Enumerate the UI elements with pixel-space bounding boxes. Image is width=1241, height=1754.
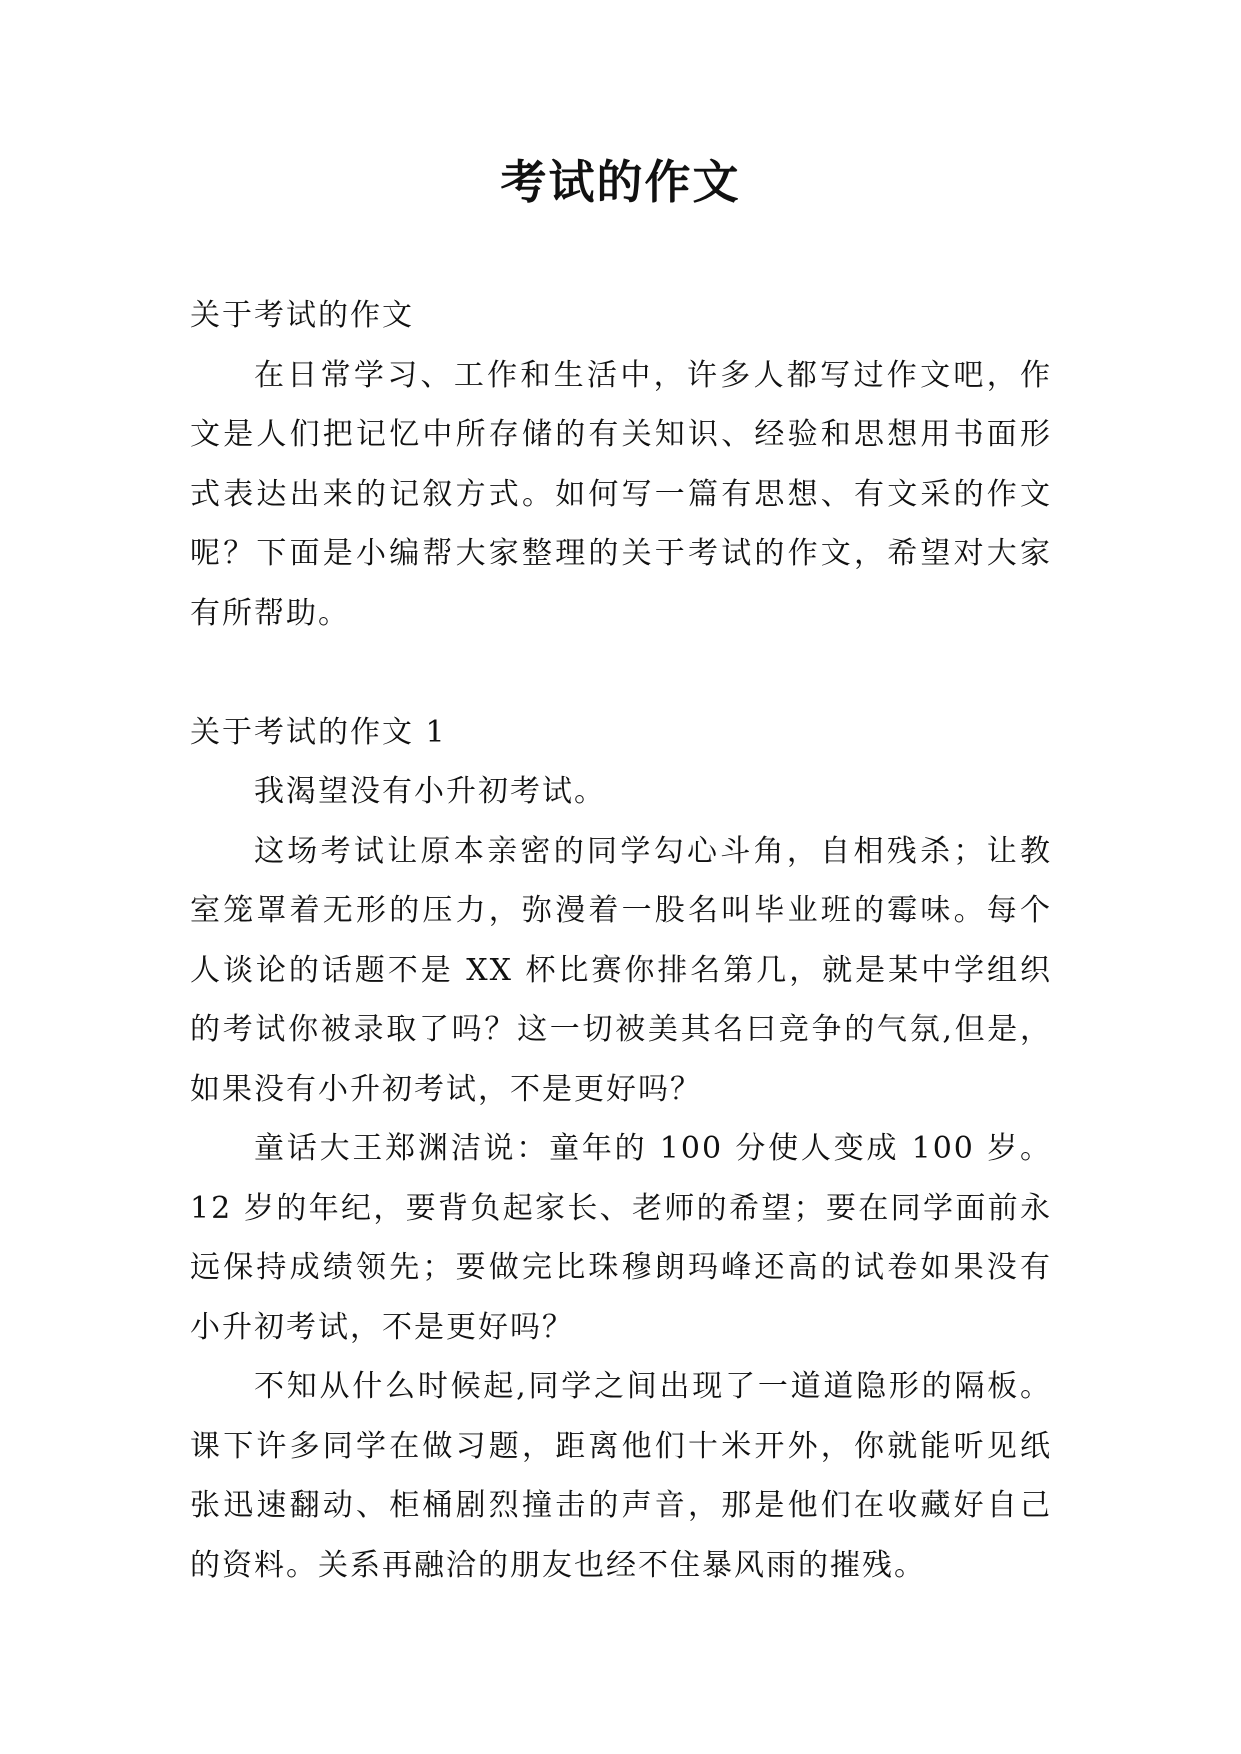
section-1-heading: 关于考试的作文 1: [190, 714, 447, 750]
section-1-paragraph-2: 这场考试让原本亲密的同学勾心斗角，自相残杀；让教室笼罩着无形的压力，弥漫着一股名叫毕业班的霉味。每个人谈论的话题不是 XX 杯比赛你排名第几，就是某中学组织的考试你被录取了吗？这一切被美其名曰竞争的气氛,但是，如果没有小升初考试，不是更好吗？: [190, 833, 1052, 1107]
document-body: [190, 286, 1052, 1595]
intro-heading: 关于考试的作文: [190, 298, 414, 333]
section-1-paragraph-1: 我渴望没有小升初考试。: [254, 774, 606, 809]
document-title: 考试的作文: [500, 155, 741, 209]
section-1-paragraph-3: 童话大王郑渊洁说：童年的 100 分使人变成 100 岁。12 岁的年纪，要背负起家长、老师的希望；要在同学面前永远保持成绩领先；要做完比珠穆朗玛峰还高的试卷如果没有小升初考试，不是更好吗？: [190, 1131, 1052, 1345]
intro-paragraph: 在日常学习、工作和生活中，许多人都写过作文吧，作文是人们把记忆中所存储的有关知识、经验和思想用书面形式表达出来的记叙方式。如何写一篇有思想、有文采的作文呢？下面是小编帮大家整理的关于考试的作文，希望对大家有所帮助。: [190, 357, 1052, 631]
section-1-paragraph-4: 不知从什么时候起,同学之间出现了一道道隐形的隔板。课下许多同学在做习题，距离他们十米开外，你就能听见纸张迅速翻动、柜桶剧烈撞击的声音，那是他们在收藏好自己的资料。关系再融洽的朋友也经不住暴风雨的摧残。: [190, 1369, 1052, 1583]
section-spacer: [190, 643, 1052, 703]
